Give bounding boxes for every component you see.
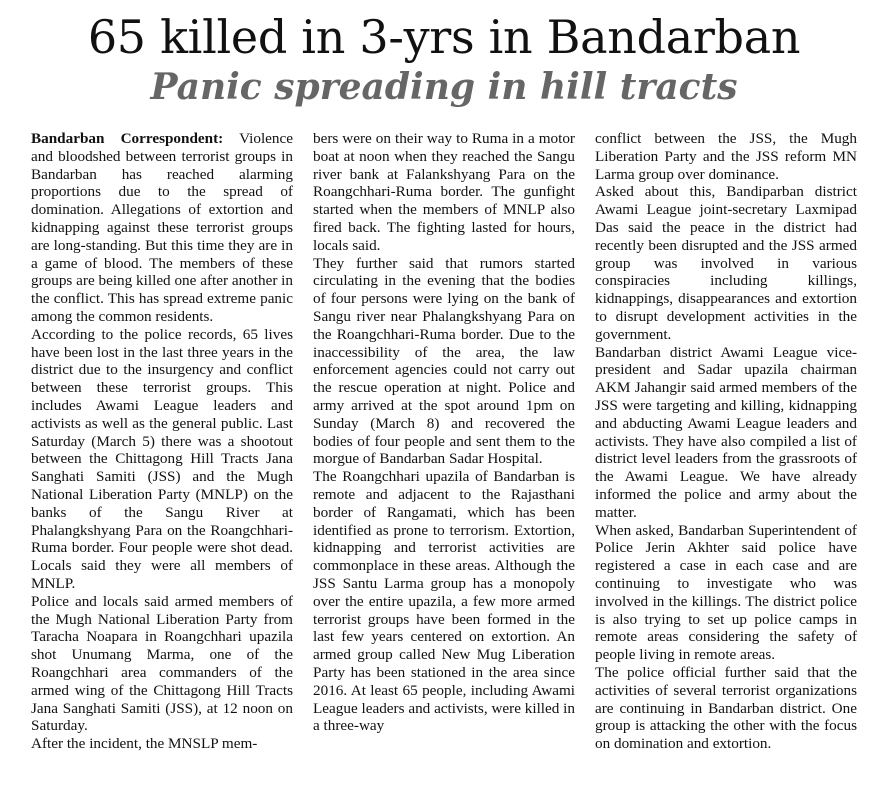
subheadline: Panic spreading in hill tracts (150, 66, 738, 108)
paragraph: Bandarban district Awami League vice-president and Sadar upazila chairman AKM Jahangir said armed members of the JSS were targeting and killing, kidnapping and abducting Awami League leaders and activists. They have also compiled a list of district level leaders from the grassroots of the Awami League. We have already informed the police and army about the matter. (595, 343, 857, 521)
paragraph: The police official further said that the activities of several terrorist organizations are continuing in Bandarban district. One group is attacking the other with the focus on domination and extortion. (595, 663, 857, 753)
paragraph: Police and locals said armed members of the Mugh National Liberation Party from Taracha Noapara in Roangchhari upazila shot Unumang Marma, one of the Roangchhari area commanders of the armed wing of the Chittagong Hill Tracts Jana Sanghati Samiti (JSS), at 12 noon on Saturday. (31, 592, 293, 735)
paragraph: bers were on their way to Ruma in a motor boat at noon when they reached the Sangu river bank at Falankshyang Para on the Roangchhari-Ruma border. The gunfight started when the members of MNLP also fired back. The fighting lasted for hours, locals said. (313, 130, 575, 254)
article-column-3 (595, 130, 857, 805)
paragraph: After the incident, the MNSLP mem- (31, 735, 258, 753)
paragraph (31, 130, 293, 326)
paragraph: They further said that rumors started circulating in the evening that the bodies of four persons were lying on the bank of Sangu river near Phalangkshyang Para on the Roangchhari-Ruma border. Due to the inaccessibility of the area, the law enforcement agencies could not carry out the rescue operation at night. Police and army arrived at the spot around 1pm on Sunday (March 8) and recovered the bodies of four people and sent them to the morgue of Bandarban Sadar Hospital. (313, 254, 575, 468)
article-body (31, 130, 857, 805)
article-column-2 (313, 130, 575, 805)
paragraph: According to the police records, 65 lives have been lost in the last three years in the district due to the insurgency and conflict between these terrorist groups. This includes Awami League leaders and activists as well as the general public. Last Saturday (March 5) there was a shootout between the Chittagong Hill Tracts Jana Sanghati Samiti (JSS) and the Mugh National Liberation Party (MNLP) on the banks of the Sangu River at Phalangkshyang Para on the Roangchhari-Ruma border. Four people were shot dead. Locals said they were all members of MNLP. (31, 325, 293, 592)
paragraph: The Roangchhari upazila of Bandarban is remote and adjacent to the Rajasthani border of Rangamati, which has been identified as prone to terrorism. Extortion, kidnapping and terrorist activities are commonplace in these areas. Although the JSS Santu Larma group has a monopoly over the entire upazila, a few more armed terrorist groups have been formed in the last few years centered on extortion. An armed group called New Mug Liberation Party has been stationed in the area since 2016. At least 65 people, including Awami League leaders and activists, were killed in a three-way (313, 468, 575, 735)
headline: 65 killed in 3-yrs in Bandarban (87, 10, 801, 64)
paragraph: conflict between the JSS, the Mugh Liberation Party and the JSS reform MN Larma group over dominance. (595, 130, 857, 183)
article-column-1 (31, 130, 293, 805)
paragraph-text: Violence and bloodshed between terrorist groups in Bandarban has reached alarming proportions due to the spread of domination. Allegations of extortion and kidnapping against these terrorist groups are long-standing. But this time they are in a game of blood. The members of these groups are being killed one after another in the conflict. This has spread extreme panic among the common residents. (31, 130, 293, 325)
byline: Bandarban Correspondent: (31, 130, 224, 147)
paragraph: Asked about this, Bandiparban district Awami League joint-secretary Laxmipad Das said the peace in the district had recently been disrupted and the JSS armed group was involved in various conspiracies including killings, kidnappings, disappearances and extortion to disrupt development activities in the government. (595, 183, 857, 343)
paragraph: When asked, Bandarban Superintendent of Police Jerin Akhter said police have registered a case in each case and are continuing to investigate who was involved in the killings. The district police is also trying to set up police camps in remote areas considering the safety of people living in remote areas. (595, 521, 857, 664)
